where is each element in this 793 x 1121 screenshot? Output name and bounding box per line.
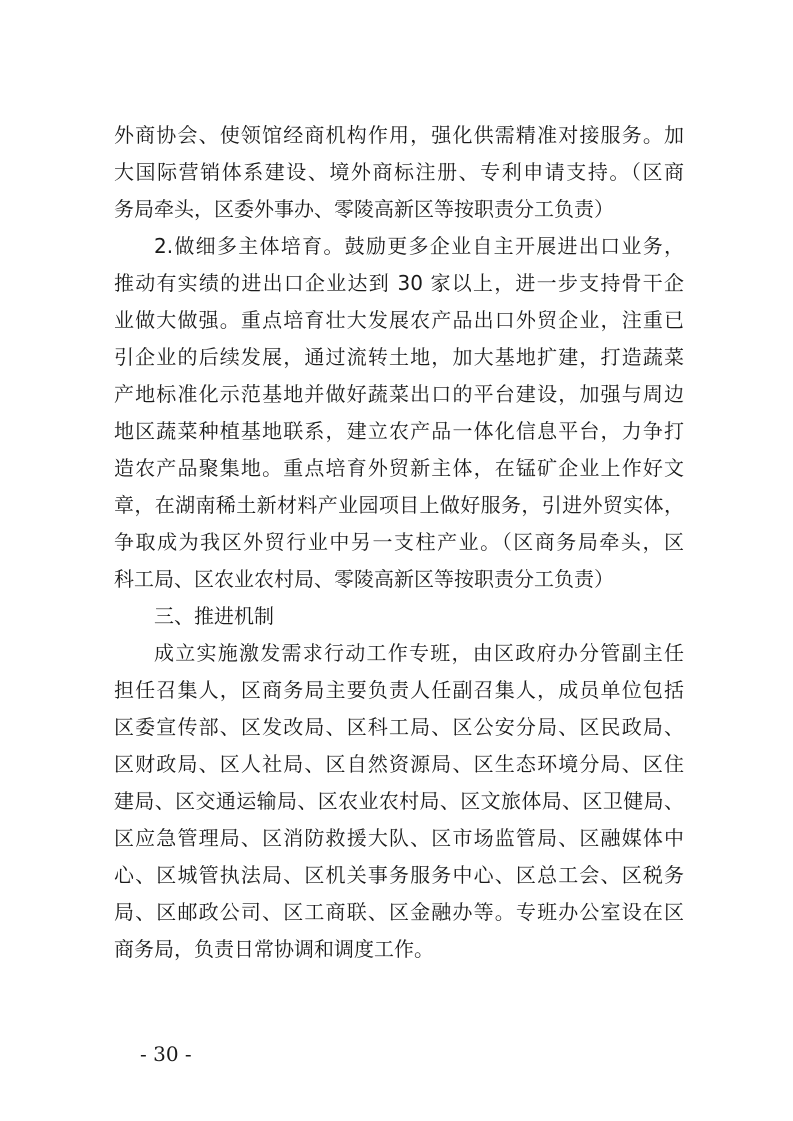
body-text-line: 业做大做强。重点培育壮大发展农产品出口外贸企业，注重已	[114, 308, 684, 332]
body-text-line: 心、区城管执法局、区机关事务服务中心、区总工会、区税务	[114, 863, 684, 887]
body-text-line: 成立实施激发需求行动工作专班，由区政府办分管副主任	[154, 641, 684, 665]
body-text-line: 造农产品聚集地。重点培育外贸新主体，在锰矿企业上作好文	[114, 456, 684, 480]
body-text-line: 科工局、区农业农村局、零陵高新区等按职责分工负责）	[114, 567, 614, 591]
body-text-line: 担任召集人，区商务局主要负责人任副召集人，成员单位包括	[114, 678, 684, 702]
page-number: - 30 -	[140, 1042, 192, 1066]
body-text-line: 章，在湖南稀土新材料产业园项目上做好服务，引进外贸实体，	[114, 493, 684, 517]
body-text-line: 地区蔬菜种植基地联系，建立农产品一体化信息平台，力争打	[114, 419, 684, 443]
body-text-line: 商务局，负责日常协调和调度工作。	[114, 937, 434, 961]
body-text-line: 推动有实绩的进出口企业达到 30 家以上，进一步支持骨干企	[114, 271, 684, 295]
body-text-line: 建局、区交通运输局、区农业农村局、区文旅体局、区卫健局、	[114, 789, 684, 813]
body-text-line: 局、区邮政公司、区工商联、区金融办等。专班办公室设在区	[114, 900, 684, 924]
body-text-line: 产地标准化示范基地并做好蔬菜出口的平台建设，加强与周边	[114, 382, 684, 406]
body-text-line: 争取成为我区外贸行业中另一支柱产业。（区商务局牵头，区	[114, 530, 684, 554]
body-text-line: 区应急管理局、区消防救援大队、区市场监管局、区融媒体中	[114, 826, 684, 850]
body-text-line: 引企业的后续发展，通过流转土地，加大基地扩建，打造蔬菜	[114, 345, 684, 369]
numbered-item-heading-line: 2.做细多主体培育。鼓励更多企业自主开展进出口业务，	[154, 234, 684, 258]
section-heading: 三、推进机制	[154, 604, 274, 628]
body-text-line: 区财政局、区人社局、区自然资源局、区生态环境分局、区住	[114, 752, 684, 776]
body-text-line: 区委宣传部、区发改局、区科工局、区公安分局、区民政局、	[114, 715, 684, 739]
body-text-line: 外商协会、使领馆经商机构作用，强化供需精准对接服务。加	[114, 123, 684, 147]
body-text-line: 大国际营销体系建设、境外商标注册、专利申请支持。（区商	[114, 160, 684, 184]
body-text-line: 务局牵头，区委外事办、零陵高新区等按职责分工负责）	[114, 197, 614, 221]
